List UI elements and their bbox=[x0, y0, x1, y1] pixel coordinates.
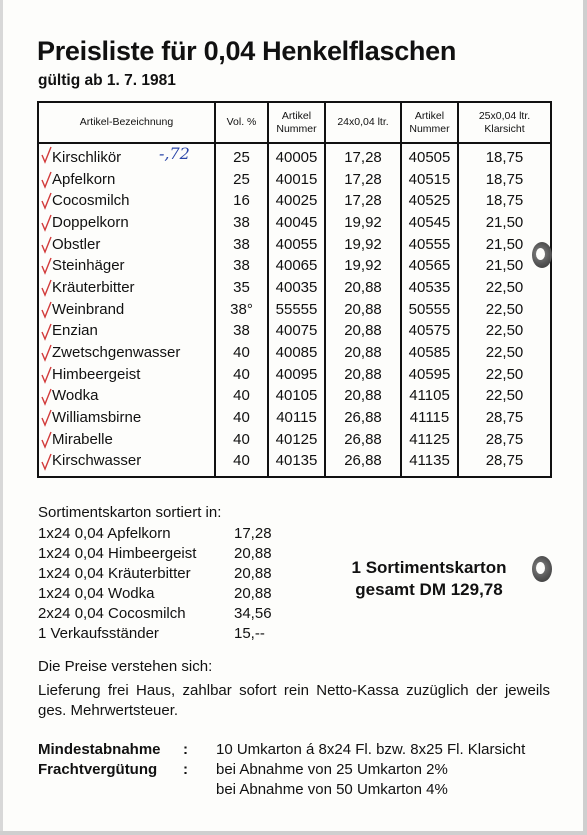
table-row bbox=[38, 299, 551, 321]
row-price-25: 28,75 bbox=[458, 407, 551, 429]
check-mark-icon bbox=[41, 388, 52, 406]
row-name bbox=[38, 255, 215, 277]
row-vol: 40 bbox=[215, 342, 268, 364]
table-row bbox=[38, 429, 551, 451]
row-vol: 40 bbox=[215, 364, 268, 386]
row-art-nr-24: 40005 bbox=[268, 143, 325, 169]
row-name bbox=[38, 429, 215, 451]
check-mark-icon bbox=[41, 301, 52, 319]
assortment-item-price: 17,28 bbox=[234, 525, 272, 542]
terms-text: Lieferung frei Haus, zahlbar sofort rein Netto-Kassa zuzüglich der jeweils ges. Mehrwertsteuer. bbox=[38, 682, 550, 719]
assortment-item bbox=[38, 604, 294, 624]
row-art-nr-24: 40085 bbox=[268, 342, 325, 364]
row-art-nr-25: 40535 bbox=[401, 277, 458, 299]
check-mark-icon bbox=[41, 366, 52, 384]
col-header-price-25: 25x0,04 ltr. Klarsicht bbox=[458, 102, 551, 143]
product-name: Himbeergeist bbox=[52, 365, 141, 383]
scan-edge-bottom bbox=[0, 831, 587, 835]
col-header-price-24: 24x0,04 ltr. bbox=[325, 102, 401, 143]
product-name: Obstler bbox=[52, 235, 101, 253]
product-name: Kirschwasser bbox=[52, 452, 142, 470]
assortment-item-label: 1x24 0,04 Wodka bbox=[38, 585, 155, 602]
row-price-24: 20,88 bbox=[325, 364, 401, 386]
table-row bbox=[38, 234, 551, 256]
table-row bbox=[38, 386, 551, 408]
row-price-25: 22,50 bbox=[458, 299, 551, 321]
check-mark-icon bbox=[41, 279, 52, 297]
row-price-24: 20,88 bbox=[325, 386, 401, 408]
row-art-nr-25: 40555 bbox=[401, 234, 458, 256]
assortment-item-label: 2x24 0,04 Cocosmilch bbox=[38, 605, 186, 622]
price-table bbox=[37, 101, 552, 478]
check-mark-icon bbox=[41, 323, 52, 341]
assortment-item-price: 15,-- bbox=[234, 625, 265, 642]
row-price-24: 19,92 bbox=[325, 234, 401, 256]
product-name: Enzian bbox=[52, 322, 98, 340]
row-price-25: 22,50 bbox=[458, 277, 551, 299]
row-art-nr-25: 40575 bbox=[401, 321, 458, 343]
row-art-nr-25: 41105 bbox=[401, 386, 458, 408]
row-art-nr-24: 55555 bbox=[268, 299, 325, 321]
assortment-item-label: 1x24 0,04 Himbeergeist bbox=[38, 545, 197, 562]
assortment-heading: Sortimentskarton sortiert in: bbox=[38, 504, 222, 521]
row-price-25: 22,50 bbox=[458, 364, 551, 386]
minimum-order-label: Mindestabnahme bbox=[38, 741, 161, 758]
row-price-24: 26,88 bbox=[325, 429, 401, 451]
row-art-nr-25: 41115 bbox=[401, 407, 458, 429]
row-art-nr-24: 40115 bbox=[268, 407, 325, 429]
price-table-body bbox=[38, 143, 551, 477]
row-name bbox=[38, 364, 215, 386]
table-row bbox=[38, 364, 551, 386]
assortment-list bbox=[38, 524, 294, 644]
row-art-nr-24: 40025 bbox=[268, 190, 325, 212]
page-title: Preisliste für 0,04 Henkelflaschen bbox=[37, 36, 457, 66]
row-name bbox=[38, 277, 215, 299]
table-row bbox=[38, 212, 551, 234]
product-name: Apfelkorn bbox=[52, 170, 116, 188]
table-row bbox=[38, 342, 551, 364]
product-name: Zwetschgenwasser bbox=[52, 344, 181, 362]
price-table-header bbox=[38, 102, 551, 143]
check-mark-icon bbox=[41, 192, 52, 210]
row-name bbox=[38, 169, 215, 191]
product-name: Weinbrand bbox=[52, 300, 125, 318]
row-art-nr-25: 41125 bbox=[401, 429, 458, 451]
row-price-25: 21,50 bbox=[458, 234, 551, 256]
check-mark-icon bbox=[41, 236, 52, 254]
assortment-item-label: 1 Verkaufsständer bbox=[38, 625, 159, 642]
row-name bbox=[38, 212, 215, 234]
row-art-nr-25: 40545 bbox=[401, 212, 458, 234]
row-price-24: 19,92 bbox=[325, 255, 401, 277]
check-mark-icon bbox=[41, 146, 52, 164]
terms-heading: Die Preise verstehen sich: bbox=[38, 658, 213, 675]
minimum-order-text: 10 Umkarton á 8x24 Fl. bzw. 8x25 Fl. Klarsicht bbox=[216, 741, 526, 758]
row-price-25: 28,75 bbox=[458, 429, 551, 451]
row-name bbox=[38, 407, 215, 429]
table-row bbox=[38, 277, 551, 299]
table-row bbox=[38, 451, 551, 478]
row-art-nr-25: 50555 bbox=[401, 299, 458, 321]
assortment-item-label: 1x24 0,04 Kräuterbitter bbox=[38, 565, 191, 582]
row-price-24: 17,28 bbox=[325, 190, 401, 212]
row-price-24: 20,88 bbox=[325, 342, 401, 364]
row-art-nr-24: 40095 bbox=[268, 364, 325, 386]
row-art-nr-24: 40065 bbox=[268, 255, 325, 277]
freight-text-25: bei Abnahme von 25 Umkarton 2% bbox=[216, 761, 448, 778]
assortment-item bbox=[38, 524, 294, 544]
row-name bbox=[38, 143, 215, 169]
table-row bbox=[38, 321, 551, 343]
check-mark-icon bbox=[41, 344, 52, 362]
check-mark-icon bbox=[41, 171, 52, 189]
assortment-item bbox=[38, 584, 294, 604]
row-name bbox=[38, 234, 215, 256]
row-vol: 40 bbox=[215, 407, 268, 429]
col-header-art-nr-24: Artikel Nummer bbox=[268, 102, 325, 143]
table-row bbox=[38, 255, 551, 277]
assortment-total bbox=[318, 557, 540, 601]
row-vol: 35 bbox=[215, 277, 268, 299]
product-name: Doppelkorn bbox=[52, 213, 129, 231]
row-name bbox=[38, 342, 215, 364]
row-vol: 38 bbox=[215, 321, 268, 343]
col-header-art-nr-25: Artikel Nummer bbox=[401, 102, 458, 143]
row-name bbox=[38, 321, 215, 343]
freight-colon: : bbox=[183, 761, 188, 778]
assortment-item bbox=[38, 544, 294, 564]
row-vol: 38 bbox=[215, 255, 268, 277]
handwritten-note: -,72 bbox=[159, 144, 190, 163]
row-vol: 40 bbox=[215, 451, 268, 478]
row-name bbox=[38, 451, 215, 478]
row-art-nr-24: 40125 bbox=[268, 429, 325, 451]
minimum-order-colon: : bbox=[183, 741, 188, 758]
row-vol: 38° bbox=[215, 299, 268, 321]
assortment-item-price: 34,56 bbox=[234, 605, 272, 622]
row-price-25: 28,75 bbox=[458, 451, 551, 478]
validity-date: gültig ab 1. 7. 1981 bbox=[38, 72, 176, 89]
row-vol: 38 bbox=[215, 234, 268, 256]
product-name: Mirabelle bbox=[52, 430, 113, 448]
row-price-25: 22,50 bbox=[458, 321, 551, 343]
assortment-item-price: 20,88 bbox=[234, 565, 272, 582]
row-price-24: 26,88 bbox=[325, 451, 401, 478]
row-art-nr-24: 40035 bbox=[268, 277, 325, 299]
row-vol: 25 bbox=[215, 169, 268, 191]
col-header-name: Artikel-Bezeichnung bbox=[38, 102, 215, 143]
row-art-nr-24: 40075 bbox=[268, 321, 325, 343]
product-name: Steinhäger bbox=[52, 257, 125, 275]
row-price-25: 18,75 bbox=[458, 190, 551, 212]
check-mark-icon bbox=[41, 214, 52, 232]
scan-edge-right bbox=[583, 0, 587, 835]
check-mark-icon bbox=[41, 431, 52, 449]
product-name: Cocosmilch bbox=[52, 192, 130, 210]
row-price-24: 20,88 bbox=[325, 277, 401, 299]
table-row bbox=[38, 407, 551, 429]
punch-hole-top bbox=[532, 242, 552, 268]
row-price-25: 18,75 bbox=[458, 169, 551, 191]
row-price-25: 22,50 bbox=[458, 386, 551, 408]
row-vol: 40 bbox=[215, 429, 268, 451]
scan-edge-left bbox=[0, 0, 3, 835]
assortment-item bbox=[38, 564, 294, 584]
product-name: Williamsbirne bbox=[52, 409, 142, 427]
row-vol: 38 bbox=[215, 212, 268, 234]
check-mark-icon bbox=[41, 409, 52, 427]
freight-text-50: bei Abnahme von 50 Umkarton 4% bbox=[216, 781, 448, 798]
table-row bbox=[38, 169, 551, 191]
row-vol: 16 bbox=[215, 190, 268, 212]
assortment-item-price: 20,88 bbox=[234, 545, 272, 562]
row-price-24: 26,88 bbox=[325, 407, 401, 429]
row-art-nr-24: 40135 bbox=[268, 451, 325, 478]
assortment-total-title: 1 Sortimentskarton bbox=[351, 558, 507, 577]
row-art-nr-24: 40045 bbox=[268, 212, 325, 234]
row-art-nr-25: 41135 bbox=[401, 451, 458, 478]
row-art-nr-25: 40525 bbox=[401, 190, 458, 212]
row-art-nr-25: 40595 bbox=[401, 364, 458, 386]
product-name: Wodka bbox=[52, 387, 99, 405]
check-mark-icon bbox=[41, 257, 52, 275]
row-art-nr-25: 40515 bbox=[401, 169, 458, 191]
row-art-nr-24: 40055 bbox=[268, 234, 325, 256]
check-mark-icon bbox=[41, 453, 52, 471]
table-row bbox=[38, 190, 551, 212]
row-price-25: 22,50 bbox=[458, 342, 551, 364]
row-price-25: 21,50 bbox=[458, 255, 551, 277]
product-name: Kirschlikör bbox=[52, 148, 122, 166]
assortment-total-price: gesamt DM 129,78 bbox=[355, 580, 503, 599]
product-name: Kräuterbitter bbox=[52, 278, 135, 296]
row-art-nr-25: 40585 bbox=[401, 342, 458, 364]
row-price-24: 17,28 bbox=[325, 169, 401, 191]
row-art-nr-24: 40015 bbox=[268, 169, 325, 191]
freight-label: Frachtvergütung bbox=[38, 761, 158, 778]
row-vol: 25 bbox=[215, 143, 268, 169]
row-name bbox=[38, 386, 215, 408]
assortment-item-price: 20,88 bbox=[234, 585, 272, 602]
table-row bbox=[38, 143, 551, 169]
col-header-vol: Vol. % bbox=[215, 102, 268, 143]
assortment-item bbox=[38, 624, 294, 644]
row-price-24: 17,28 bbox=[325, 143, 401, 169]
row-art-nr-24: 40105 bbox=[268, 386, 325, 408]
row-art-nr-25: 40565 bbox=[401, 255, 458, 277]
row-price-25: 21,50 bbox=[458, 212, 551, 234]
assortment-item-label: 1x24 0,04 Apfelkorn bbox=[38, 525, 171, 542]
row-vol: 40 bbox=[215, 386, 268, 408]
row-art-nr-25: 40505 bbox=[401, 143, 458, 169]
row-price-24: 20,88 bbox=[325, 299, 401, 321]
row-price-24: 20,88 bbox=[325, 321, 401, 343]
row-price-24: 19,92 bbox=[325, 212, 401, 234]
row-name bbox=[38, 190, 215, 212]
row-price-25: 18,75 bbox=[458, 143, 551, 169]
row-name bbox=[38, 299, 215, 321]
